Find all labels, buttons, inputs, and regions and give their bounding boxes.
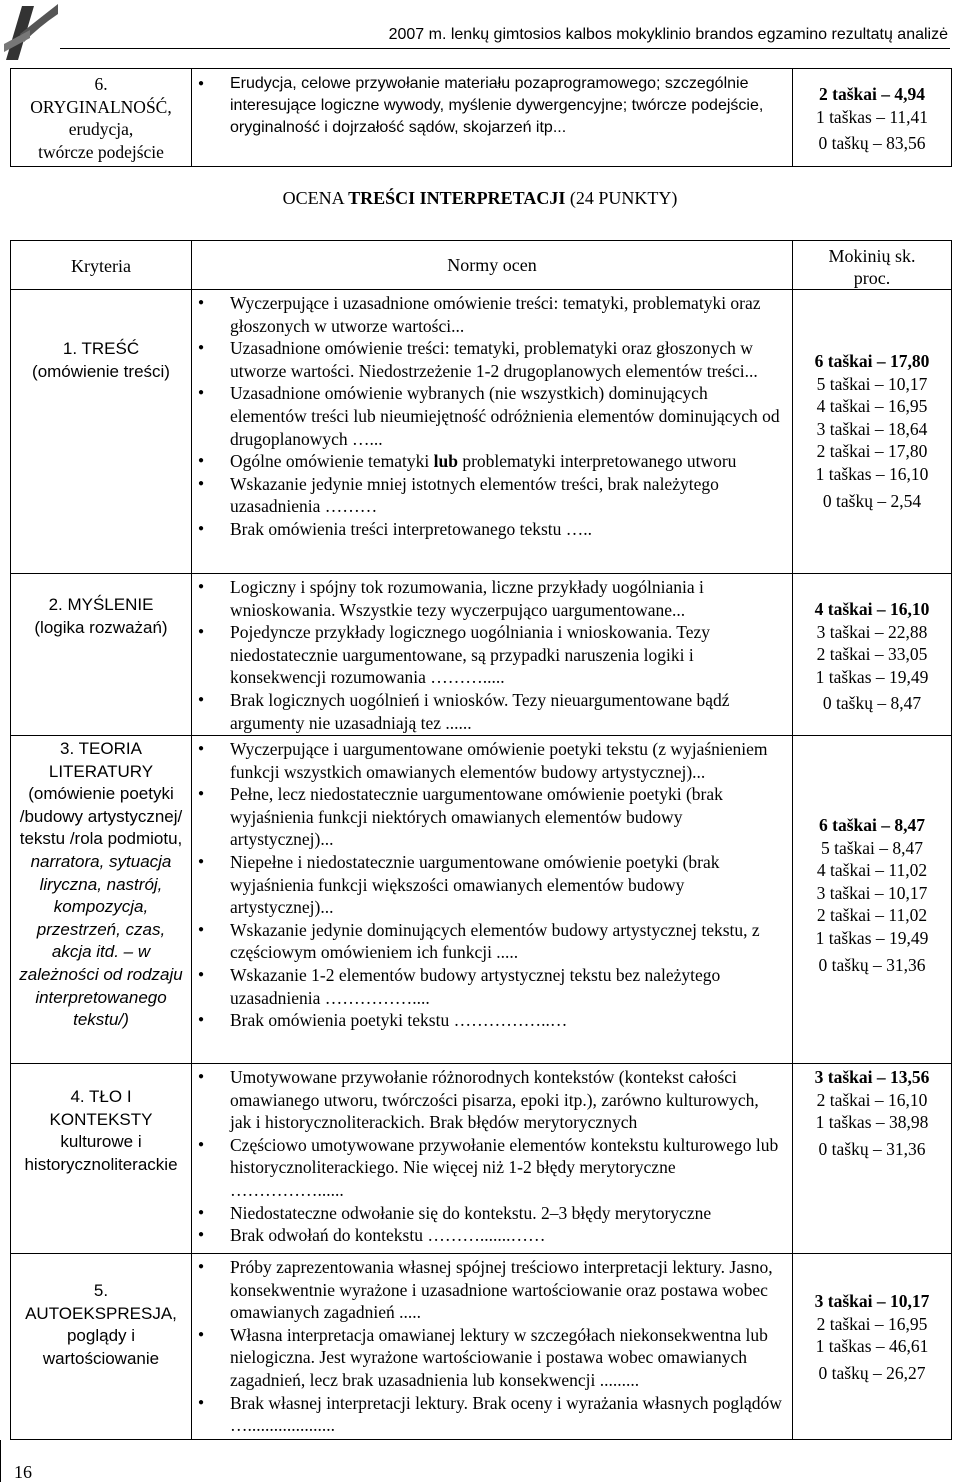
score-originality: 2 taškai – 4,94 1 taškas – 11,41 0 taškų – 83,56	[793, 69, 952, 167]
norm-item: ● Wyczerpujące i uargumentowane omówienie poetyki tekstu (z wyjaśnieniem funkcji wszystkich omawianych elementów budowy artystycznej)...	[230, 738, 784, 783]
top-table	[10, 68, 952, 167]
section-title: OCENA TREŚCI INTERPRETACJI (24 PUNKTY)	[282, 188, 678, 208]
norms-content	[192, 290, 793, 574]
exam-center-logo-icon	[0, 0, 60, 64]
norms-thinking	[192, 574, 793, 736]
norm-item: ● Własna interpretacja omawianej lektury w szczegółach niekonsekwentna lub nielogiczna. Jest wyrażone wartościowanie i postawa wobec omawianych zagadnień, lecz brak uzasadnienia lub konsekwencji .........	[230, 1324, 784, 1392]
norms-contexts	[192, 1064, 793, 1254]
header-students: Mokinių sk. proc.	[793, 241, 952, 290]
norm-item: ● Brak omówienia poetyki tekstu ……………..…	[230, 1009, 784, 1032]
norm-item: ● Pełne, lecz niedostatecznie uargumentowane omówienie poetyki (brak wyjaśnienia funkcji niektórych omawianych elementów budowy artystycznej)...	[230, 783, 784, 851]
norm-originality	[192, 69, 793, 167]
norm-item: ● Częściowo umotywowane przywołanie elementów kontekstu kulturowego lub historycznoliterackiego. Nie więcej niż 1-2 błędy merytoryczne ……………......	[230, 1134, 784, 1202]
criterion-thinking: 2. MYŚLENIE (logika rozważań)	[11, 574, 192, 736]
norm-item: ● Brak własnej interpretacji lektury. Brak oceny i wyrażania własnych poglądów …....................	[230, 1392, 784, 1437]
scores-thinking: 4 taškai – 16,10 3 taškai – 22,88 2 taškai – 33,05 1 taškas – 19,49 0 taškų – 8,47	[793, 574, 952, 736]
criterion-self-expression: 5. AUTOEKSPRESJA, poglądy i wartościowanie	[11, 1254, 192, 1440]
scores-content: 6 taškai – 17,80 5 taškai – 10,17 4 taškai – 16,95 3 taškai – 18,64 2 taškai – 17,80 1 taškas – 16,10 0 taškų – 2,54	[793, 290, 952, 574]
norm-item: ● Brak odwołań do kontekstu ……….......……	[230, 1224, 784, 1247]
norm-item: ● Brak logicznych uogólnień i wniosków. Tezy nieuargumentowane bądź argumenty nie uzasadniają tez ......	[230, 689, 784, 734]
scores-self-expression: 3 taškai – 10,17 2 taškai – 16,95 1 taškas – 46,61 0 taškų – 26,27	[793, 1254, 952, 1440]
norm-item: ● Wyczerpujące i uzasadnione omówienie treści: tematyki, problematyki oraz głoszonych w utworze wartości...	[230, 292, 784, 337]
norm-item: ● Pojedyncze przykłady logicznego uogólniania i wnioskowania. Tezy niedostatecznie uargumentowane, są przypadki naruszenia logiki i konsekwencji rozumowania ……….....	[230, 621, 784, 689]
criterion-literary-theory: 3. TEORIA LITERATURY (omówienie poetyki /budowy artystycznej/ tekstu /rola podmiotu, narratora, sytuacja liryczna, nastrój, kompozycja, przestrzeń, czas, akcja itd. – w zależności od rodzaju interpretowanego tekstu/)	[11, 736, 192, 1064]
norm-item: ● Wskazanie jedynie dominujących elementów budowy artystycznej tekstu, z częściowym omówieniem ich funkcji .....	[230, 919, 784, 964]
norm-item: ● Wskazanie jedynie mniej istotnych elementów treści, brak należytego uzasadnienia ………	[230, 473, 784, 518]
page-margin-line	[0, 1440, 1, 1482]
norm-item: ● Niepełne i niedostatecznie uargumentowane omówienie poetyki (brak wyjaśnienia funkcji większości omawianych elementów budowy artystycznej)...	[230, 851, 784, 919]
norm-item: ● Logiczny i spójny tok rozumowania, liczne przykłady uogólniania i wnioskowania. Wszystkie tezy wyczerpująco uargumentowane...	[230, 576, 784, 621]
norm-item: ● Uzasadnione omówienie treści: tematyki, problematyki oraz głoszonych w utworze wartości. Niedostrzeżenie 1-2 drugoplanowych elementów treści...	[230, 337, 784, 382]
norm-item: ● Ogólne omówienie tematyki lub problematyki interpretowanego utworu	[230, 450, 784, 473]
norm-item: ● Brak omówienia treści interpretowanego tekstu …..	[230, 518, 784, 541]
norm-item: ● Wskazanie 1-2 elementów budowy artystycznej tekstu bez należytego uzasadnienia ……………....	[230, 964, 784, 1009]
header-divider	[60, 48, 950, 49]
criterion-originality: 6. ORYGINALNOŚĆ, erudycja, twórcze podejście	[11, 69, 192, 167]
norms-self-expression	[192, 1254, 793, 1440]
norm-item: ● Próby zaprezentowania własnej spójnej treściowo interpretacji lektury. Jasno, konsekwentnie wyrażone i uzasadnione wartościowanie oraz postawa wobec omawianych zagadnień .....	[230, 1256, 784, 1324]
norm-item: ● Niedostateczne odwołanie się do kontekstu. 2–3 błędy merytoryczne	[230, 1202, 784, 1225]
norm-item: ● Umotywowane przywołanie różnorodnych kontekstów (kontekst całości omawianego utworu, twórczości pisarza, epoki itp.), zarówno kulturowych, jak i historycznoliterackich. Brak błędów merytorycznych	[230, 1066, 784, 1134]
header-title: 2007 m. lenkų gimtosios kalbos mokyklinio brandos egzamino rezultatų analizė	[388, 26, 948, 43]
criterion-content: 1. TREŚĆ (omówienie treści)	[11, 290, 192, 574]
page-number: 16	[14, 1462, 32, 1482]
norm-item: ● Erudycja, celowe przywołanie materiału pozaprogramowego; szczególnie interesujące logiczne wywody, myślenie dywergencyjne; twórcze podejście, oryginalność i dojrzałość sądów, skojarzeń itp...	[230, 73, 792, 139]
norm-item: ● Uzasadnione omówienie wybranych (nie wszystkich) dominujących elementów treści lub nieumiejętność odróżnienia elementów dominujących od drugoplanowych …...	[230, 382, 784, 450]
header-norms: Normy ocen	[192, 241, 793, 290]
scores-contexts: 3 taškai – 13,56 2 taškai – 16,10 1 taškas – 38,98 0 taškų – 31,36	[793, 1064, 952, 1254]
criteria-table	[10, 240, 952, 1440]
criterion-contexts: 4. TŁO I KONTEKSTY kulturowe i historycznoliterackie	[11, 1064, 192, 1254]
scores-literary-theory: 6 taškai – 8,47 5 taškai – 8,47 4 taškai – 11,02 3 taškai – 10,17 2 taškai – 11,02 1 taškas – 19,49 0 taškų – 31,36	[793, 736, 952, 1064]
norms-literary-theory	[192, 736, 793, 1064]
header-criteria: Kryteria	[11, 241, 192, 290]
